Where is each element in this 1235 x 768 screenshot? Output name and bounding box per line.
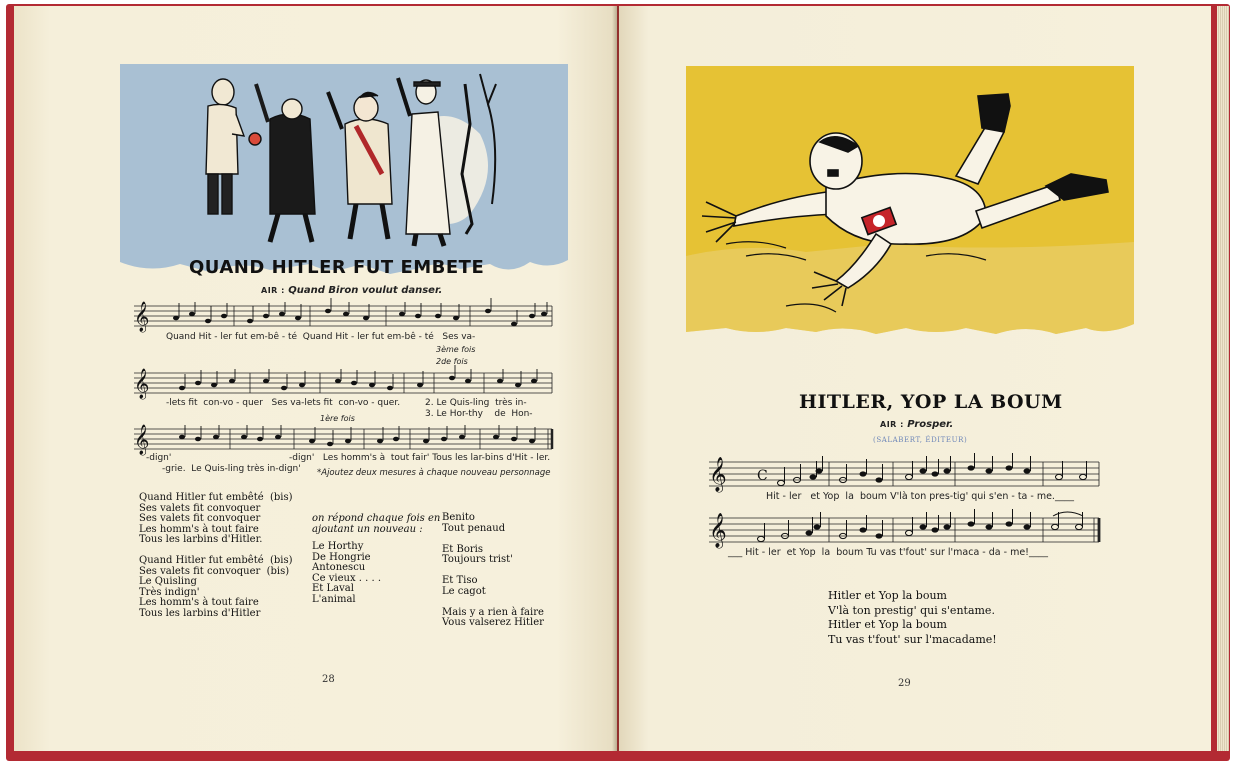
left-footnote: *Ajoutez deux mesures à chaque nouveau personnage (317, 468, 551, 478)
left-lyrics-line-2c: 3. Le Hor-thy de Hon- (425, 409, 533, 419)
svg-text:C: C (757, 468, 768, 484)
left-illustration (120, 64, 568, 278)
page-edges (1217, 6, 1229, 751)
right-stanza-line-4: Tu vas t'fout' sur l'macadame! (828, 632, 997, 646)
right-staff-1 (709, 456, 1101, 490)
left-air-line (261, 285, 442, 296)
left-song-title: QUAND HITLER FUT EMBETE (189, 257, 485, 278)
right-lyrics-line-2: ___ Hit - ler et Yop la boum Tu vas t'fout' sur l'maca - da - me!____ (728, 547, 1048, 558)
right-staff-2 (709, 512, 1101, 546)
right-stanza-line-3: Hitler et Yop la boum (828, 618, 947, 631)
right-page-number: 29 (898, 678, 911, 689)
left-page-number: 28 (322, 674, 335, 685)
right-stanza-line-1: Hitler et Yop la boum (828, 589, 947, 602)
right-publisher: (SALABERT, ÉDITEUR) (873, 436, 968, 444)
right-illustration (686, 66, 1134, 341)
left-staff-3 (134, 425, 554, 455)
left-air-tune: Quand Biron voulut danser. (288, 285, 443, 296)
left-lyrics-line-2: -lets fit con-vo - quer Ses va-lets fit con-vo - quer. (166, 398, 401, 408)
right-lyrics-line-1: Hit - ler et Yop la boum V'là ton pres-tig' qui s'en - ta - me.____ (766, 491, 1074, 502)
left-lyrics-line-3: -dign' Les homm's à tout fair' Tous les lar-bins d'Hit - ler. (289, 453, 551, 463)
right-air-tune: Prosper. (907, 419, 954, 430)
left-air-label: AIR : (261, 286, 285, 295)
left-lyrics-line-3-start: -dign' (146, 453, 172, 463)
left-verse-column-2-intro: on répond chaque fois en ajoutant un nouveau : (312, 513, 441, 535)
left-lyrics-line-2b: 2. Le Quis-ling très in- (425, 398, 527, 408)
left-staff-1 (134, 302, 554, 332)
svg-text:𝄞: 𝄞 (134, 425, 150, 455)
right-stanza-line-2: V'là ton prestig' qui s'entame. (828, 603, 995, 617)
right-air-line (880, 419, 953, 430)
left-verse-column-3: Benito Tout penaud Et Boris Toujours trist' Et Tiso Le cagot Mais y a rien à faire Vous valserez Hitler (442, 512, 544, 628)
left-lyrics-line-3b: -grie. Le Quis-ling très in-dign' (162, 464, 301, 474)
left-volta-first: 1ère fois (320, 414, 355, 423)
svg-text:𝄞: 𝄞 (134, 369, 150, 399)
left-verse-column-2: Le Horthy De Hongrie Antonescu Ce vieux . . . . Et Laval L'animal (312, 541, 382, 605)
right-stanza (828, 589, 997, 647)
right-air-label: AIR : (880, 420, 904, 429)
left-staff-2 (134, 369, 554, 399)
left-volta-third: 3ème fois (436, 345, 476, 354)
svg-text:𝄞: 𝄞 (134, 302, 150, 332)
right-page (619, 6, 1211, 751)
right-song-title: HITLER, YOP LA BOUM (799, 391, 1063, 413)
left-verse-column-1: Quand Hitler fut embêté (bis) Ses valets fit convoquer Ses valets fit convoquer Les homm's à tout faire Tous les larbins d'Hitler. Quand Hitler fut embêté (bis) Ses valets fit convoquer (bis) Le Quisling Très indign' Les homm's à tout faire Tous les larbins d'Hitler (139, 492, 293, 619)
svg-text:𝄞: 𝄞 (709, 457, 727, 492)
svg-text:𝄞: 𝄞 (709, 513, 727, 548)
left-volta-second: 2de fois (436, 357, 468, 366)
left-page (14, 6, 617, 751)
left-lyrics-line-1: Quand Hit - ler fut em-bê - té Quand Hit - ler fut em-bê - té Ses va- (166, 332, 476, 342)
